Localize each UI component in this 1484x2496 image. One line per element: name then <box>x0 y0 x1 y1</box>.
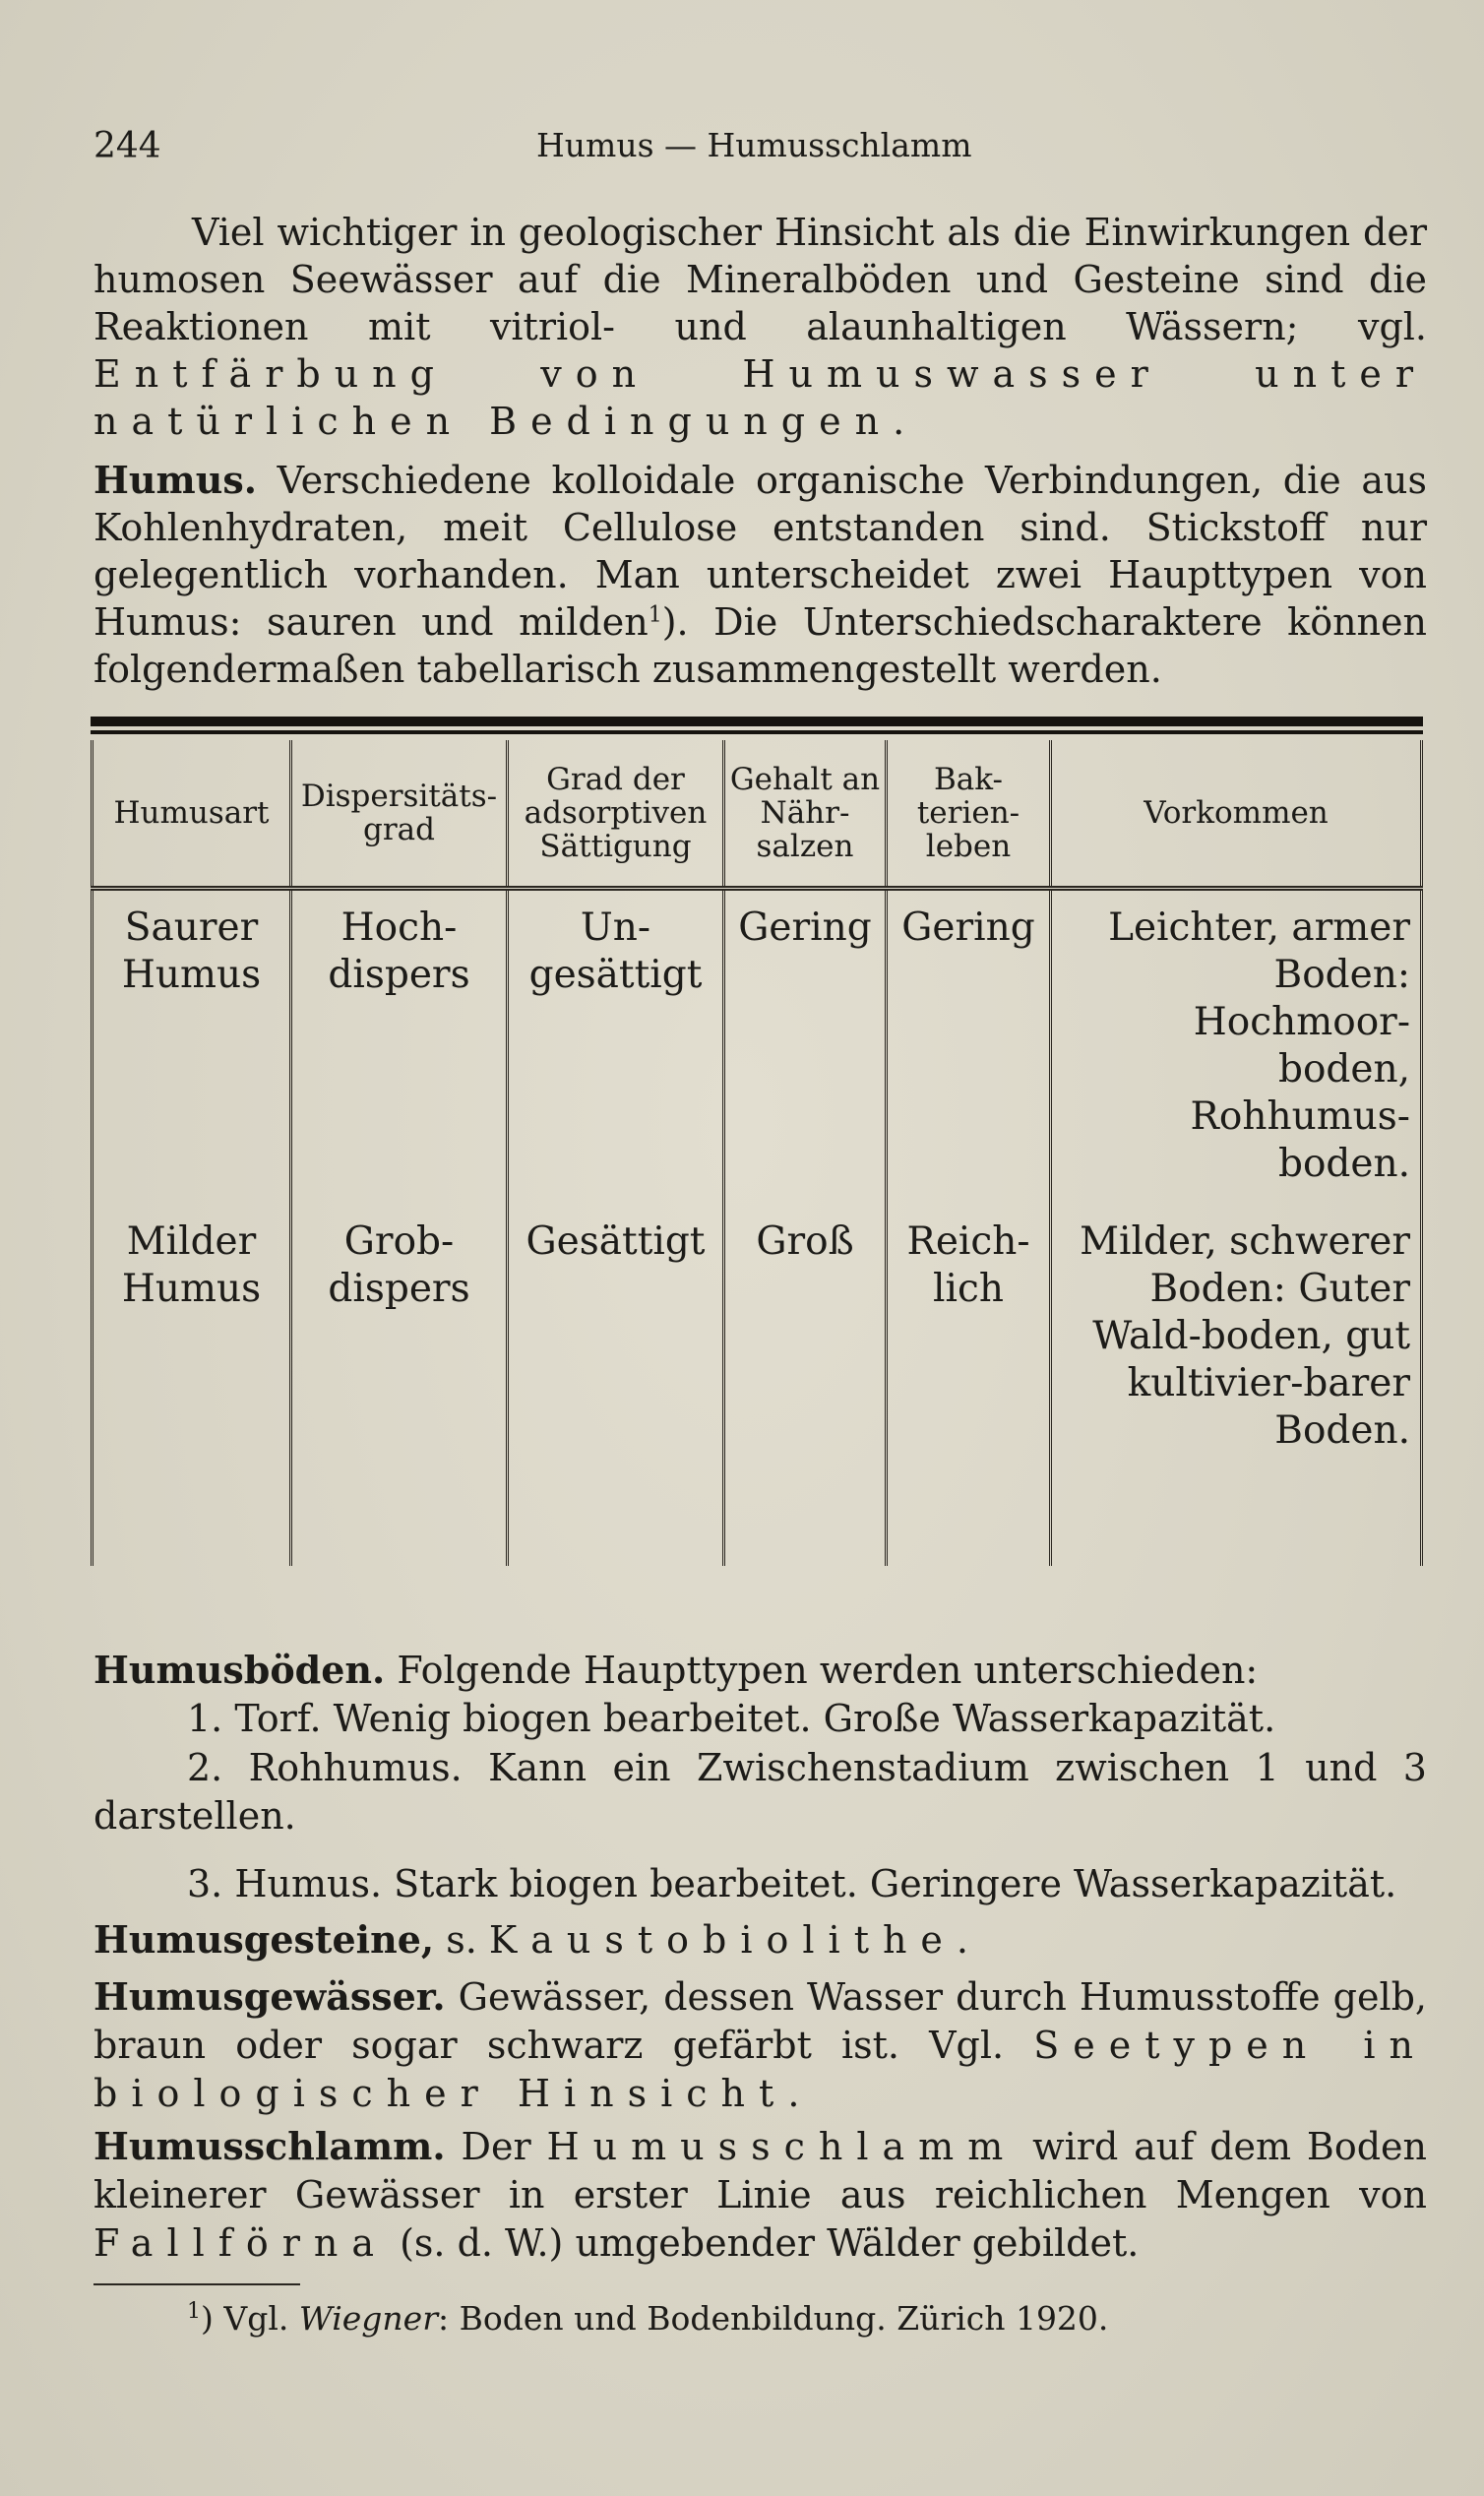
footnote-author: Wiegner <box>298 2299 438 2338</box>
footnote-rule <box>93 2283 300 2285</box>
entry-end: . <box>787 2072 800 2115</box>
table-row <box>93 1205 1422 1566</box>
table-cell: Milder, schwerer Boden: Guter Wald-boden, gut kultivier-barer Boden. <box>1051 1205 1422 1566</box>
entry-text-end: (s. d. W.) umgebender Wälder gebildet. <box>388 2221 1140 2265</box>
entry-humusboeden <box>93 1646 1427 1695</box>
table-header-row <box>93 740 1422 889</box>
list-item: 1. Torf. Wenig biogen bearbeitet. Große Wasserkapazität. <box>187 1697 1276 1740</box>
header-naehrsalze: Gehalt an Nähr-salzen <box>724 740 887 889</box>
entry-term: Humusgesteine, <box>93 1917 435 1962</box>
spaced-term: Humusschlamm <box>546 2125 1018 2168</box>
table-row <box>93 889 1422 1206</box>
entry-term: Humusböden. <box>93 1648 386 1692</box>
header-dispersitaetsgrad: Dispersitäts-grad <box>291 740 508 889</box>
footnote-ref: 1 <box>648 602 662 628</box>
running-head: Humus — Humusschlamm <box>536 126 972 164</box>
footnote <box>187 2299 1108 2338</box>
entry-humusschlamm <box>93 2122 1427 2268</box>
paragraph-text: Viel wichtiger in geologischer Hinsicht als die Einwirkungen der humosen Seewässer auf die Mineralböden und Gesteine sind die Reaktionen mit vitriol- und alaunhaltigen Wässern; vgl. <box>93 211 1427 348</box>
table-cell: Gering <box>887 889 1051 1206</box>
humus-table <box>91 717 1423 1566</box>
header-humusart: Humusart <box>93 740 291 889</box>
table-cell: Hoch-dispers <box>291 889 508 1206</box>
list-item: 3. Humus. Stark biogen bearbeitet. Geringere Wasserkapazität. <box>187 1862 1397 1905</box>
entry-end: . <box>956 1918 969 1962</box>
table-top-rule-thin <box>91 730 1423 734</box>
entry-humusgesteine <box>93 1915 1427 1965</box>
table-cell: Saurer Humus <box>93 889 291 1206</box>
cross-reference: Fallförna <box>93 2221 388 2265</box>
entry-text: Der <box>445 2125 547 2168</box>
cross-reference: Seetypen in biologischer Hinsicht <box>93 2024 1427 2115</box>
table-cell: Leichter, armer Boden: Hochmoor-boden, Rohhumus-boden. <box>1051 889 1422 1206</box>
page-header <box>93 126 1422 175</box>
entry-term: Humusschlamm. <box>93 2124 446 2168</box>
cross-reference: Entfärbung von Humuswasser unter natürlichen Bedingungen <box>93 352 1427 443</box>
entry-humus <box>93 457 1427 693</box>
footnote-text: ) Vgl. <box>201 2299 299 2338</box>
header-bakterienleben: Bak-terien-leben <box>887 740 1051 889</box>
table-cell: Gesättigt <box>508 1205 724 1566</box>
paragraph-einwirkungen <box>93 209 1427 445</box>
entry-text: Gewässer, dessen Wasser durch Humusstoffe gelb, braun oder sogar schwarz gefärbt ist. Vgl. <box>93 1975 1427 2067</box>
table-cell: Grob-dispers <box>291 1205 508 1566</box>
table-cell: Gering <box>724 889 887 1206</box>
table-cell: Milder Humus <box>93 1205 291 1566</box>
page-number: 244 <box>93 126 161 166</box>
cross-reference: Kaustobiolithe <box>488 1918 957 1962</box>
entry-humusgewaesser <box>93 1972 1427 2118</box>
header-saettigung: Grad der adsorptiven Sättigung <box>508 740 724 889</box>
paragraph-end: . <box>893 400 905 443</box>
entry-term: Humus. <box>93 458 257 502</box>
list-item: 2. Rohhumus. Kann ein Zwischenstadium zwischen 1 und 3 darstellen. <box>93 1746 1427 1838</box>
entry-text-cont: ). Die Unterschiedscharaktere können folgendermaßen tabellarisch zusammengestellt werden. <box>93 600 1427 691</box>
entry-text-cont: wird auf dem Boden kleinerer Gewässer in erster Linie aus reichlichen Mengen von <box>93 2125 1428 2216</box>
footnote-mark: 1 <box>187 2299 201 2324</box>
table-cell: Reich-lich <box>887 1205 1051 1566</box>
footnote-text-end: : Boden und Bodenbildung. Zürich 1920. <box>437 2299 1109 2338</box>
entry-text: s. <box>434 1918 489 1962</box>
header-vorkommen: Vorkommen <box>1051 740 1422 889</box>
entry-term: Humusgewässer. <box>93 1974 446 2019</box>
entry-text: Verschiedene kolloidale organische Verbindungen, die aus Kohlenhydraten, meit Cellulose entstanden sind. Stickstoff nur gelegentlich vorhanden. Man unterscheidet zwei Haupttypen von Humus: sauren und milden <box>93 459 1427 644</box>
entry-text: Folgende Haupttypen werden unterschieden: <box>385 1649 1259 1692</box>
table-top-rule <box>91 717 1423 726</box>
table-cell: Groß <box>724 1205 887 1566</box>
table-cell: Un-gesättigt <box>508 889 724 1206</box>
